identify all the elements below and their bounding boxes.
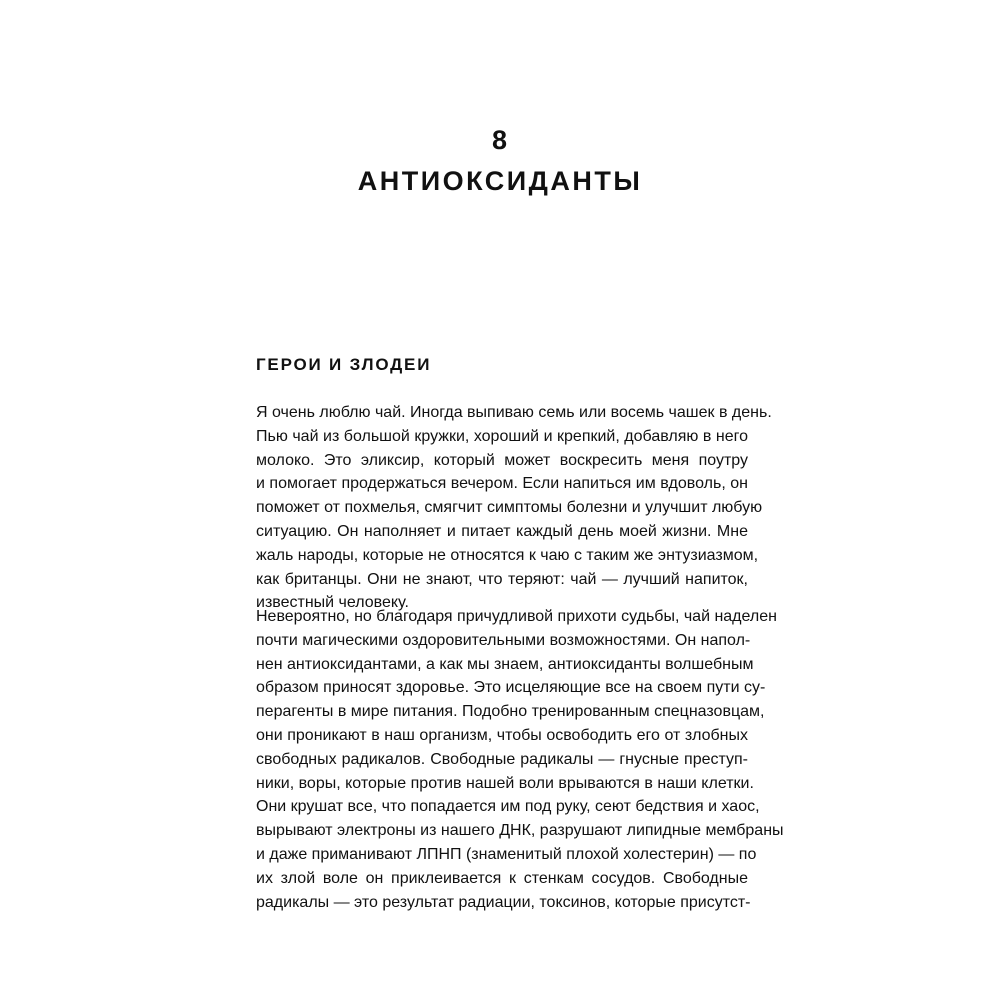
text-line: радикалы — это результат радиации, токсинов, которые присутст- [256,893,751,911]
text-line: образом приносят здоровье. Это исцеляющие все на своем пути су- [256,679,766,697]
text-line: Невероятно, но благодаря причудливой прихоти судьбы, чай наделен [256,608,777,625]
paragraph-1 [256,401,772,615]
text-line: перагенты в мире питания. Подобно тренированным спецназовцам, [256,703,765,721]
text-line: вырывают электроны из нашего ДНК, разрушают липидные мембраны [256,822,784,840]
text-line: жаль народы, которые не относятся к чаю с таким же энтузиазмом, [256,546,759,564]
chapter-number: 8 [491,125,509,155]
text-line: и помогает продержаться вечером. Если напиться им вдоволь, он [256,475,748,493]
section-heading: ГЕРОИ И ЗЛОДЕИ [256,355,432,374]
text-line: ситуацию. Он наполняет и питает каждый день моей жизни. Мне [256,522,748,540]
text-line: их злой воле он приклеивается к стенкам сосудов. Свободные [256,869,748,887]
text-line: свободных радикалов. Свободные радикалы — гнусные преступ- [256,750,748,768]
text-line: Они крушат все, что попадается им под руку, сеют бедствия и хаос, [256,798,760,816]
text-line: как британцы. Они не знают, что теряют: чай — лучший напиток, [256,570,748,588]
text-line: молоко. Это эликсир, который может воскресить меня поутру [256,451,748,469]
text-line: Я очень люблю чай. Иногда выпиваю семь или восемь чашек в день. [256,404,772,421]
text-line: и даже приманивают ЛПНП (знаменитый плохой холестерин) — по [256,845,757,863]
text-line: они проникают в наш организм, чтобы освободить его от злобных [256,726,748,744]
text-line: поможет от похмелья, смягчит симптомы болезни и улучшит любую [256,499,763,517]
chapter-title: АНТИОКСИДАНТЫ [357,166,643,196]
text-line: нен антиоксидантами, а как мы знаем, антиоксиданты волшебным [256,655,754,673]
text-line: известный человеку. [256,594,409,612]
text-line: почти магическими оздоровительными возможностями. Он напол- [256,631,751,649]
text-line: Пью чай из большой кружки, хороший и крепкий, добавляю в него [256,427,748,445]
text-line: ники, воры, которые против нашей воли врываются в наши клетки. [256,774,754,792]
paragraph-2 [256,605,784,914]
